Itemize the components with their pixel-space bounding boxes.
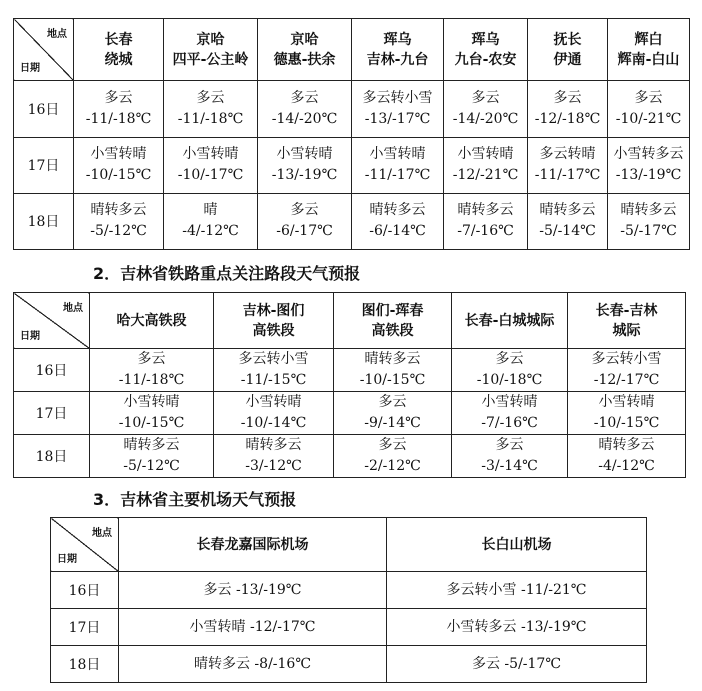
forecast-cell: 晴转多云 -5/-14℃ bbox=[528, 193, 608, 249]
date-cell: 18日 bbox=[51, 646, 119, 683]
date-cell: 17日 bbox=[51, 609, 119, 646]
corner-cell bbox=[14, 19, 74, 81]
table-header-row bbox=[14, 293, 686, 349]
forecast-cell: 小雪转晴 -10/-14℃ bbox=[214, 392, 334, 435]
section-2-title: 2．吉林省铁路重点关注路段天气预报 bbox=[93, 264, 361, 283]
table-row bbox=[14, 81, 690, 137]
table-row bbox=[51, 609, 647, 646]
column-header: 长春 绕城 bbox=[74, 19, 164, 81]
column-header: 图们-珲春 高铁段 bbox=[334, 293, 452, 349]
column-header: 吉林-图们 高铁段 bbox=[214, 293, 334, 349]
date-cell: 18日 bbox=[14, 435, 90, 478]
forecast-cell: 多云 -14/-20℃ bbox=[258, 81, 352, 137]
forecast-cell: 晴转多云 -5/-12℃ bbox=[90, 435, 214, 478]
forecast-cell: 晴转多云 -8/-16℃ bbox=[119, 646, 387, 683]
forecast-cell: 多云 -2/-12℃ bbox=[334, 435, 452, 478]
corner-date-label: 日期 bbox=[20, 331, 40, 342]
forecast-cell: 小雪转多云 -13/-19℃ bbox=[608, 137, 690, 193]
column-header: 京哈 德惠-扶余 bbox=[258, 19, 352, 81]
date-cell: 17日 bbox=[14, 392, 90, 435]
forecast-cell: 晴 -4/-12℃ bbox=[164, 193, 258, 249]
corner-location-label: 地点 bbox=[92, 528, 112, 539]
column-header: 珲乌 吉林-九台 bbox=[352, 19, 444, 81]
highway-forecast-table bbox=[13, 18, 690, 250]
railway-forecast-table bbox=[13, 292, 686, 478]
forecast-cell: 晴转多云 -10/-15℃ bbox=[334, 349, 452, 392]
table-row bbox=[14, 392, 686, 435]
forecast-cell: 多云 -5/-17℃ bbox=[387, 646, 647, 683]
column-header: 辉白 辉南-白山 bbox=[608, 19, 690, 81]
corner-cell bbox=[14, 293, 90, 349]
forecast-cell: 晴转多云 -6/-14℃ bbox=[352, 193, 444, 249]
forecast-cell: 多云 -11/-18℃ bbox=[74, 81, 164, 137]
column-header: 哈大高铁段 bbox=[90, 293, 214, 349]
corner-date-label: 日期 bbox=[20, 63, 40, 75]
table-row bbox=[51, 646, 647, 683]
forecast-cell: 多云 -11/-18℃ bbox=[90, 349, 214, 392]
forecast-cell: 晴转多云 -3/-12℃ bbox=[214, 435, 334, 478]
forecast-cell: 多云 -10/-18℃ bbox=[452, 349, 568, 392]
forecast-cell: 多云 -14/-20℃ bbox=[444, 81, 528, 137]
forecast-cell: 多云转小雪 -11/-15℃ bbox=[214, 349, 334, 392]
forecast-cell: 多云 -10/-21℃ bbox=[608, 81, 690, 137]
column-header: 京哈 四平-公主岭 bbox=[164, 19, 258, 81]
date-cell: 18日 bbox=[14, 193, 74, 249]
forecast-cell: 多云转小雪 -12/-17℃ bbox=[568, 349, 686, 392]
corner-date-label: 日期 bbox=[57, 554, 77, 565]
forecast-cell: 多云 -11/-18℃ bbox=[164, 81, 258, 137]
forecast-cell: 多云 -6/-17℃ bbox=[258, 193, 352, 249]
forecast-cell: 小雪转多云 -13/-19℃ bbox=[387, 609, 647, 646]
column-header: 长白山机场 bbox=[387, 518, 647, 572]
date-cell: 16日 bbox=[51, 572, 119, 609]
forecast-cell: 小雪转晴 -10/-15℃ bbox=[74, 137, 164, 193]
forecast-cell: 小雪转晴 -12/-17℃ bbox=[119, 609, 387, 646]
table-row bbox=[14, 349, 686, 392]
table-header-row bbox=[14, 19, 690, 81]
column-header: 长春龙嘉国际机场 bbox=[119, 518, 387, 572]
forecast-cell: 小雪转晴 -10/-15℃ bbox=[90, 392, 214, 435]
forecast-cell: 多云 -12/-18℃ bbox=[528, 81, 608, 137]
date-cell: 16日 bbox=[14, 349, 90, 392]
column-header: 长春-白城城际 bbox=[452, 293, 568, 349]
date-cell: 17日 bbox=[14, 137, 74, 193]
forecast-cell: 多云转晴 -11/-17℃ bbox=[528, 137, 608, 193]
forecast-cell: 晴转多云 -4/-12℃ bbox=[568, 435, 686, 478]
forecast-cell: 小雪转晴 -11/-17℃ bbox=[352, 137, 444, 193]
corner-location-label: 地点 bbox=[47, 29, 67, 40]
section-3-title: 3．吉林省主要机场天气预报 bbox=[93, 490, 297, 509]
forecast-cell: 晴转多云 -5/-12℃ bbox=[74, 193, 164, 249]
forecast-cell: 晴转多云 -5/-17℃ bbox=[608, 193, 690, 249]
forecast-cell: 多云转小雪 -11/-21℃ bbox=[387, 572, 647, 609]
column-header: 长春-吉林 城际 bbox=[568, 293, 686, 349]
forecast-cell: 小雪转晴 -7/-16℃ bbox=[452, 392, 568, 435]
forecast-cell: 小雪转晴 -13/-19℃ bbox=[258, 137, 352, 193]
forecast-cell: 多云 -9/-14℃ bbox=[334, 392, 452, 435]
table-row bbox=[14, 137, 690, 193]
date-cell: 16日 bbox=[14, 81, 74, 137]
column-header: 珲乌 九台-农安 bbox=[444, 19, 528, 81]
corner-location-label: 地点 bbox=[63, 303, 83, 314]
forecast-cell: 多云 -3/-14℃ bbox=[452, 435, 568, 478]
table-row bbox=[51, 572, 647, 609]
table-row bbox=[14, 435, 686, 478]
table-row bbox=[14, 193, 690, 249]
forecast-cell: 小雪转晴 -10/-17℃ bbox=[164, 137, 258, 193]
forecast-cell: 多云转小雪 -13/-17℃ bbox=[352, 81, 444, 137]
forecast-cell: 小雪转晴 -12/-21℃ bbox=[444, 137, 528, 193]
forecast-cell: 晴转多云 -7/-16℃ bbox=[444, 193, 528, 249]
column-header: 抚长 伊通 bbox=[528, 19, 608, 81]
corner-cell bbox=[51, 518, 119, 572]
table-header-row bbox=[51, 518, 647, 572]
forecast-cell: 多云 -13/-19℃ bbox=[119, 572, 387, 609]
forecast-cell: 小雪转晴 -10/-15℃ bbox=[568, 392, 686, 435]
airport-forecast-table bbox=[50, 517, 647, 683]
